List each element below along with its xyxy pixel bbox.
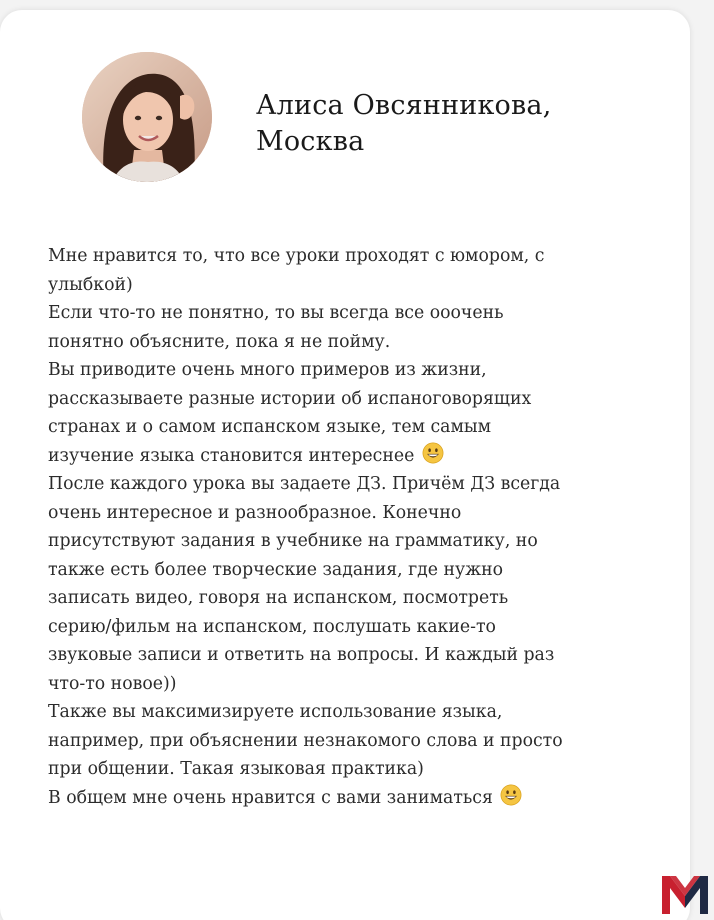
- reviewer-name: [256, 88, 552, 160]
- avatar-photo-icon: [82, 52, 212, 182]
- review-line: звуковые записи и ответить на вопросы. И каждый раз: [48, 645, 555, 665]
- review-line-text: изучение языка становится интереснее: [48, 445, 415, 466]
- review-line: очень интересное и разнообразное. Конечно: [48, 502, 462, 523]
- review-line: Также вы максимизируете использование языка,: [48, 702, 503, 722]
- review-line: что-то новое)): [48, 673, 177, 694]
- review-line: например, при объяснении незнакомого слова и просто: [48, 730, 563, 751]
- m-logo-icon: [660, 872, 710, 916]
- review-line: Если что-то не понятно, то вы всегда все ооочень: [48, 303, 504, 323]
- review-line: рассказываете разные истории об испаноговорящих: [48, 388, 532, 409]
- review-line: при общении. Такая языковая практика): [48, 759, 424, 779]
- review-line: Вы приводите очень много примеров из жизни,: [48, 360, 487, 380]
- grinning-face-icon: [500, 784, 522, 806]
- review-line: серию/фильм на испанском, послушать какие-то: [48, 616, 496, 637]
- review-text: [48, 242, 648, 812]
- review-line: После каждого урока вы задаете ДЗ. Причём ДЗ всегда: [48, 474, 561, 494]
- review-line: присутствуют задания в учебнике на грамматику, но: [48, 531, 538, 551]
- review-line-with-emoji: [48, 784, 648, 813]
- review-line: понятно объясните, пока я не пойму.: [48, 331, 391, 352]
- reviewer-city: Москва: [256, 126, 365, 157]
- grinning-face-icon: [422, 442, 444, 464]
- review-line: странах и о самом испанском языке, тем самым: [48, 417, 492, 437]
- review-line: Мне нравится то, что все уроки проходят с юмором, с: [48, 246, 545, 266]
- review-line: записать видео, говоря на испанском, посмотреть: [48, 588, 509, 608]
- avatar: [82, 52, 212, 182]
- review-line-text: В общем мне очень нравится с вами заниматься: [48, 787, 493, 808]
- review-line-with-emoji: [48, 442, 648, 471]
- review-card: [0, 10, 690, 920]
- review-line: также есть более творческие задания, где нужно: [48, 559, 504, 580]
- reviewer-name-line: Алиса Овсянникова,: [256, 90, 552, 121]
- review-line: улыбкой): [48, 274, 133, 295]
